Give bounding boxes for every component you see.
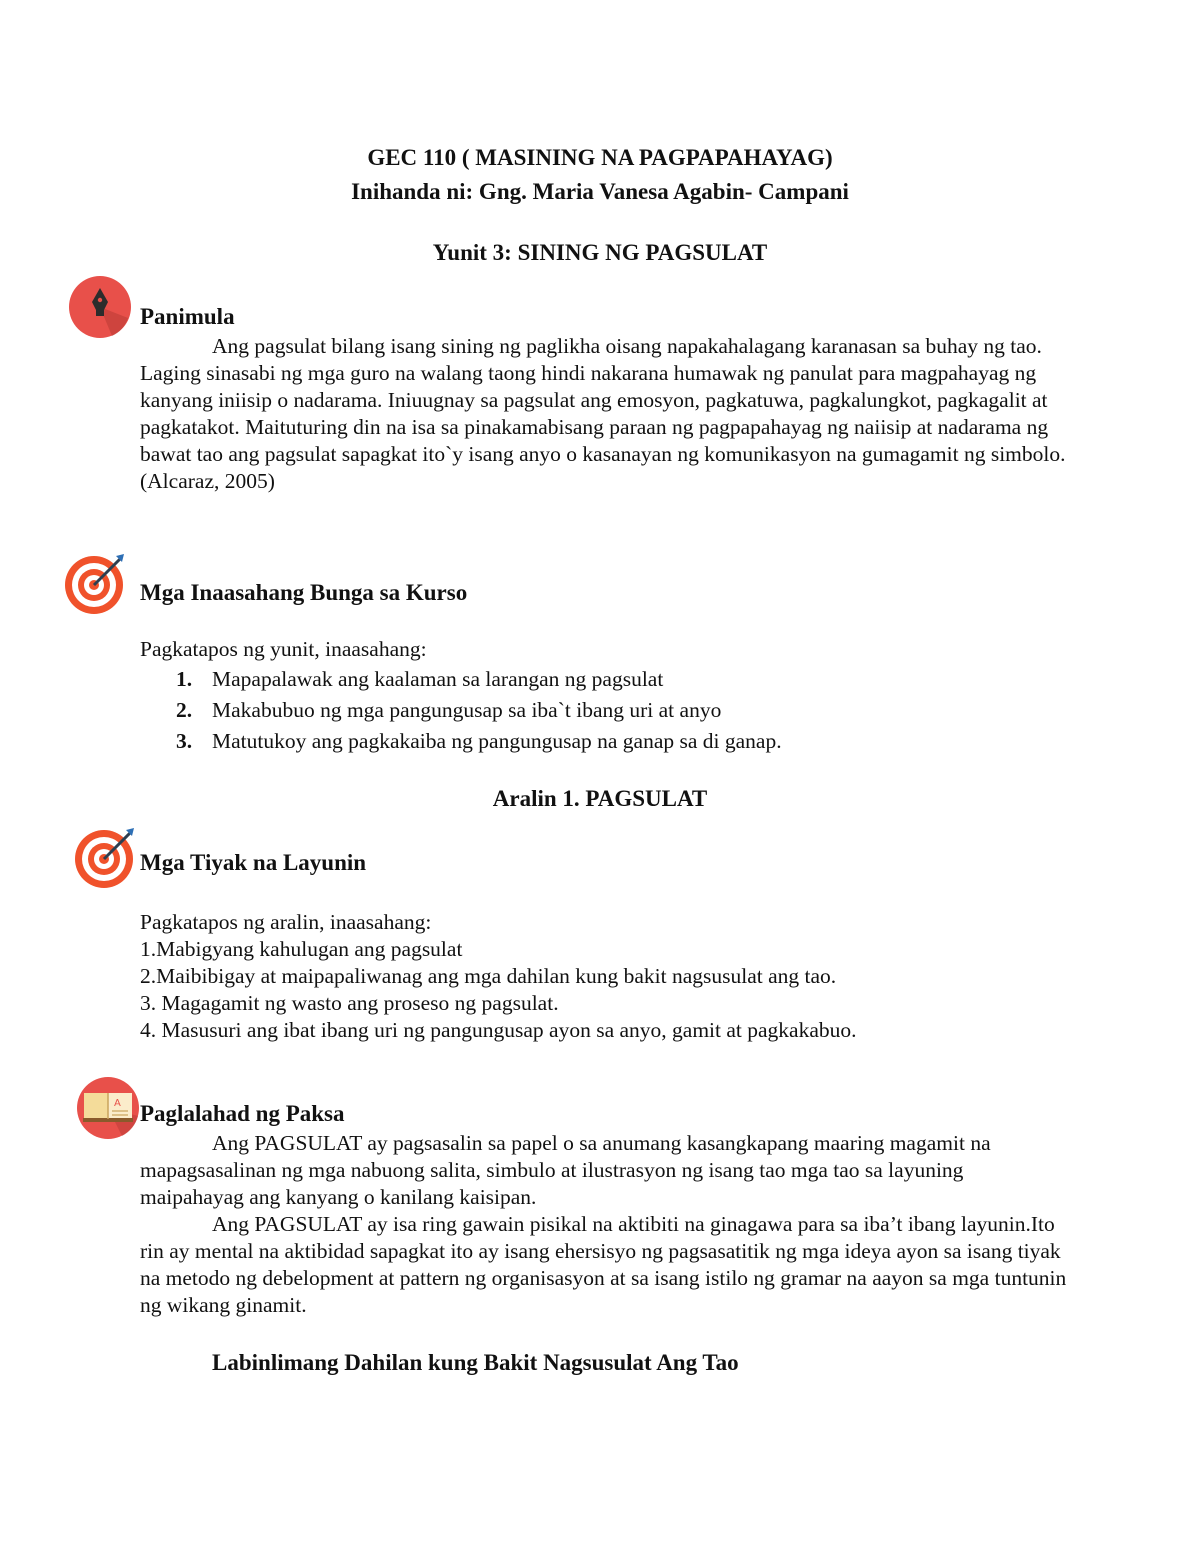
svg-text:A: A [114,1098,121,1109]
dahilan-heading: Labinlimang Dahilan kung Bakit Nagsusulat Ang Tao [212,1350,739,1375]
panimula-heading: Panimula [140,304,235,329]
layunin-heading: Mga Tiyak na Layunin [140,850,367,875]
target-dart-icon [62,552,130,616]
bunga-heading: Mga Inaasahang Bunga sa Kurso [140,580,468,605]
panimula-paragraph: Ang pagsulat bilang isang sining ng paglikha oisang napakahalagang karanasan sa buhay ng tao. Laging sinasabi ng mga guro na walang taong hindi nakarana humawak ng panulat para magpahayag ng kanyang iniisip o nadarama. Iniuugnay sa pagsulat ang emosyon, pagkatuwa, pagkalungkot, pagkagalit at pagkatakot. Maituturing din na isa sa pinakamabisang paraan ng pagpapahayag ng naiisip at nadarama ng bawat tao ang pagsulat sapagkat ito`y isang anyo o kasanayan ng komunikasyon na gumagamit ng simbolo. (Alcaraz, 2005) [140,334,1066,493]
unit-title: Yunit 3: SINING NG PAGSULAT [432,240,768,265]
paksa-paragraph-1: Ang PAGSULAT ay pagsasalin sa papel o sa anumang kasangkapang maaring magamit na mapagsasalinan ng mga nabuong salita, simbulo at ilustrasyon ng isang tao mga tao sa layuning maipahayag ang kanyang o kanilang kaisipan. [140,1131,991,1209]
open-book-icon [74,1076,144,1140]
layunin-item-4: 4. Masusuri ang ibat ibang uri ng pangungusap ayon sa anyo, gamit at pagkakabuo. [140,1018,857,1042]
layunin-item-1: 1.Mabigyang kahulugan ang pagsulat [140,937,463,961]
list-item: 2. Makabubuo ng mga pangungusap sa iba`t ibang uri at anyo [176,698,722,722]
layunin-intro: Pagkatapos ng aralin, inaasahang: [140,910,432,934]
prepared-by: Inihanda ni: Gng. Maria Vanesa Agabin- Campani [351,179,849,204]
bunga-intro: Pagkatapos ng yunit, inaasahang: [140,637,427,661]
pen-nib-icon [66,276,136,340]
course-title: GEC 110 ( MASINING NA PAGPAPAHAYAG) [367,145,833,170]
list-item: 1. Mapapalawak ang kaalaman sa larangan ng pagsulat [176,667,664,691]
paksa-paragraph-2: Ang PAGSULAT ay isa ring gawain pisikal na aktibiti na ginagawa para sa iba’t ibang layunin.Ito rin ay mental na aktibidad sapagkat ito ay isang ehersisyo ng pagsasatitik ng mga ideya ayon sa isang tiyak na metodo ng debelopment at pattern ng organisasyon at sa isang istilo ng gramar na aayon sa mga tuntunin ng wikang ginamit. [140,1212,1067,1317]
layunin-item-2: 2.Maibibigay at maipapaliwanag ang mga dahilan kung bakit nagsusulat ang tao. [140,964,837,988]
panimula-body [140,333,1070,495]
layunin-item-3: 3. Magagamit ng wasto ang proseso ng pagsulat. [140,991,559,1015]
aralin-title: Aralin 1. PAGSULAT [492,786,708,811]
list-item: 3. Matutukoy ang pagkakaiba ng pangungusap na ganap sa di ganap. [176,729,782,753]
bunga-list [140,664,782,757]
paksa-body [140,1130,1070,1319]
paksa-heading: Paglalahad ng Paksa [140,1101,345,1126]
target-dart-icon [72,826,140,890]
